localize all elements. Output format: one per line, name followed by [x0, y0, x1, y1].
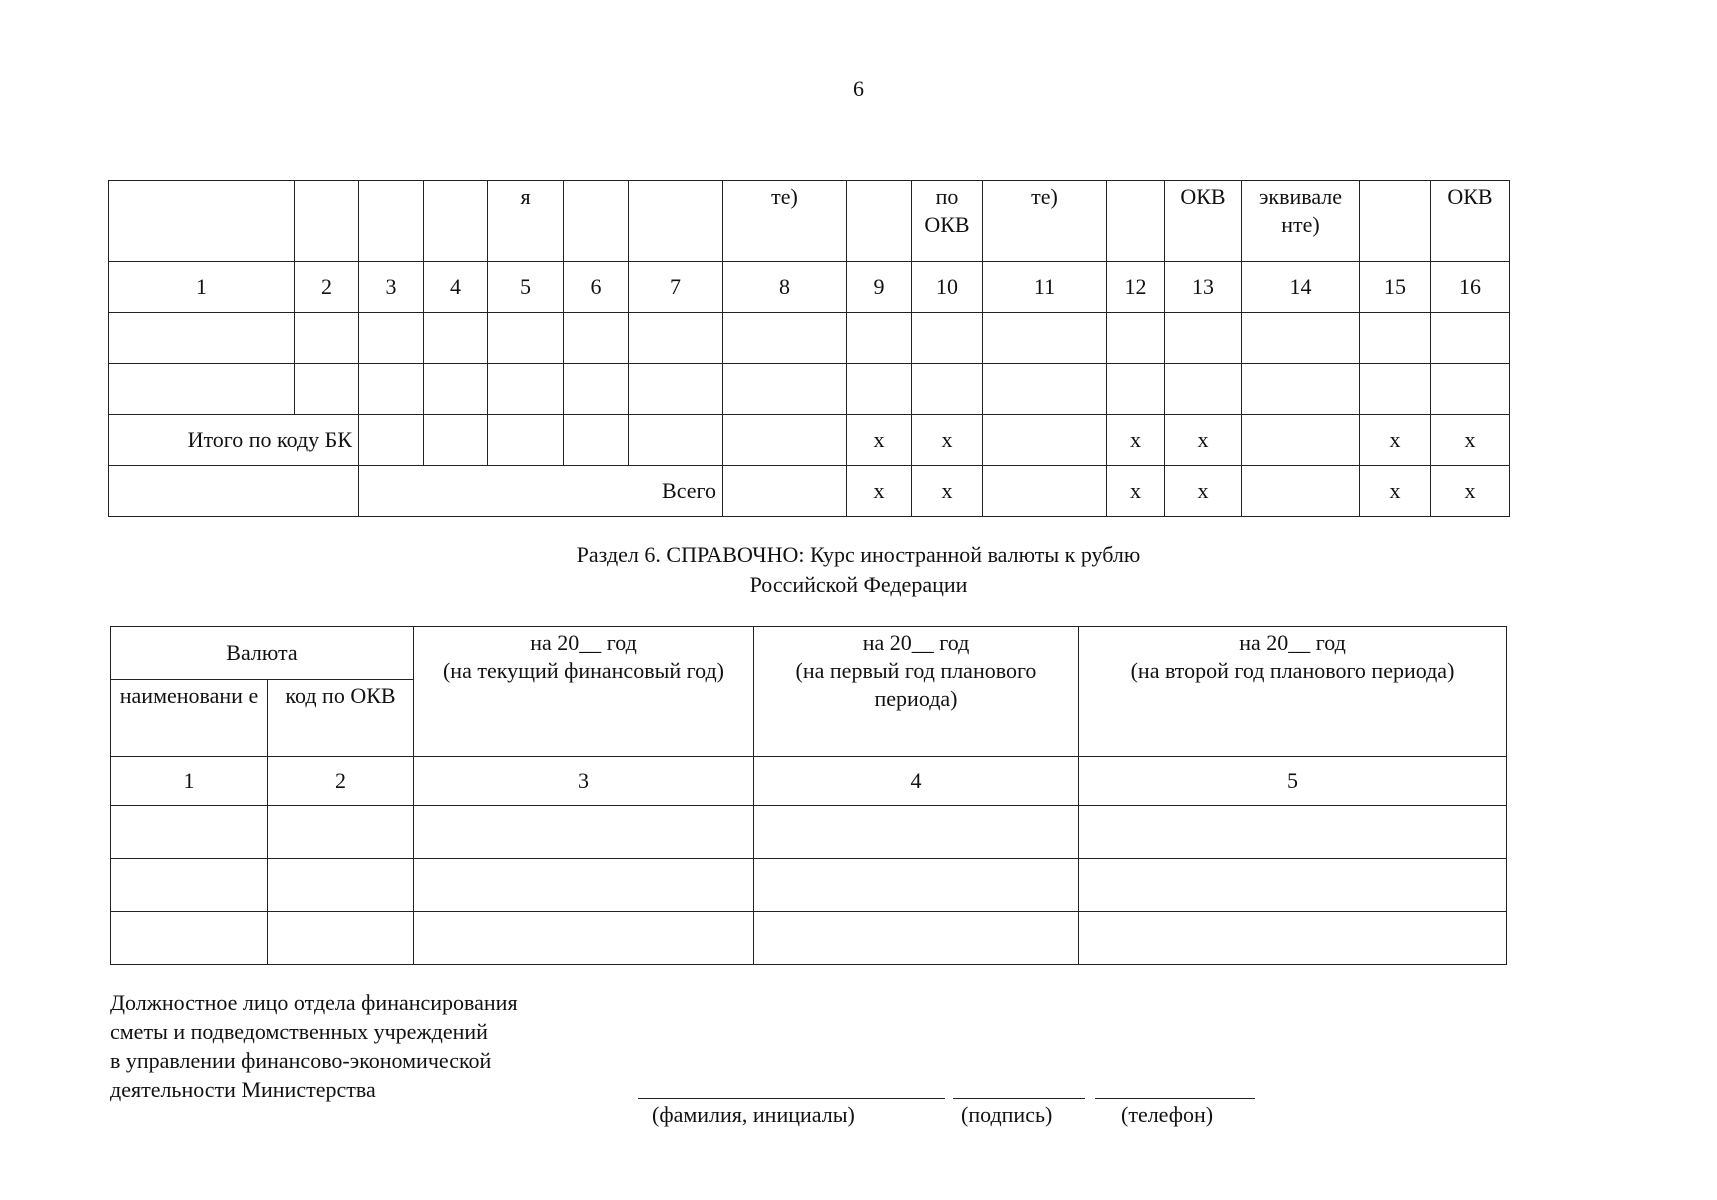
first-plan-year-label: на 20__ год [862, 630, 970, 655]
table-cell [268, 912, 414, 965]
name-signature-line [638, 1098, 945, 1099]
total-by-bk-label: Итого по коду БК [109, 415, 359, 466]
x-mark: x [1107, 466, 1165, 517]
table-cell [564, 415, 629, 466]
header-cell [109, 181, 295, 262]
official-line: сметы и подведомственных учреждений [110, 1019, 488, 1044]
x-mark: x [847, 466, 912, 517]
page-number: 6 [853, 76, 864, 101]
header-cell [847, 181, 912, 262]
table-cell [983, 466, 1107, 517]
table-cell [488, 415, 564, 466]
column-number: 10 [912, 262, 983, 313]
table-cell [295, 364, 359, 415]
table-cell [488, 364, 564, 415]
column-number: 2 [268, 757, 414, 806]
section-6-title [0, 540, 1717, 600]
table-cell [488, 313, 564, 364]
table-cell [359, 415, 424, 466]
first-plan-year-note: (на первый год планового периода) [795, 658, 1037, 711]
table-cell [295, 313, 359, 364]
column-number: 4 [424, 262, 488, 313]
column-number: 4 [754, 757, 1079, 806]
table-row [109, 364, 1510, 415]
currency-name-header: наименовани е [111, 680, 268, 757]
name-initials-label: (фамилия, инициалы) [652, 1102, 855, 1127]
phone-label: (телефон) [1121, 1102, 1214, 1127]
currency-code-header: код по ОКВ [268, 680, 414, 757]
column-number: 6 [564, 262, 629, 313]
header-cell [424, 181, 488, 262]
table-cell [424, 364, 488, 415]
table-cell [1107, 364, 1165, 415]
column-number: 8 [723, 262, 847, 313]
table-cell [111, 806, 268, 859]
column-number: 3 [414, 757, 754, 806]
table-cell [109, 364, 295, 415]
total-by-bk-row [109, 415, 1510, 466]
first-plan-year-header [754, 627, 1079, 757]
table-cell [723, 364, 847, 415]
column-number: 9 [847, 262, 912, 313]
header-cell [629, 181, 723, 262]
table-header-row [111, 627, 1507, 680]
table-cell [1242, 415, 1360, 466]
table-cell [1360, 364, 1431, 415]
second-plan-year-header [1079, 627, 1507, 757]
signature-label: (подпись) [961, 1102, 1053, 1127]
x-mark: x [1107, 415, 1165, 466]
table-cell [424, 313, 488, 364]
x-mark: x [912, 466, 983, 517]
table-cell [268, 806, 414, 859]
table-cell [983, 364, 1107, 415]
table-cell [629, 415, 723, 466]
column-number: 13 [1165, 262, 1242, 313]
column-number-row [111, 757, 1507, 806]
table-cell [1242, 364, 1360, 415]
table-row [109, 313, 1510, 364]
column-number: 5 [1079, 757, 1507, 806]
table-cell [983, 313, 1107, 364]
official-line: Должностное лицо отдела финансирования [110, 990, 518, 1015]
table-cell [912, 313, 983, 364]
header-cell [564, 181, 629, 262]
table-cell [1079, 859, 1507, 912]
table-cell [414, 912, 754, 965]
current-year-label: на 20__ год [530, 630, 637, 655]
header-cell [1360, 181, 1431, 262]
table-cell [847, 364, 912, 415]
phone-signature-line [1095, 1098, 1255, 1099]
second-plan-year-note: (на второй год планового периода) [1130, 658, 1455, 683]
column-number: 3 [359, 262, 424, 313]
table-row [111, 912, 1507, 965]
table-cell [109, 313, 295, 364]
header-cell: ОКВ [1165, 181, 1242, 262]
table-cell [1079, 806, 1507, 859]
header-cell: по ОКВ [912, 181, 983, 262]
table-cell [109, 466, 359, 517]
table-header-row [109, 181, 1510, 262]
x-mark: x [1165, 415, 1242, 466]
column-number: 16 [1431, 262, 1510, 313]
x-mark: x [1431, 415, 1510, 466]
table-cell [1165, 313, 1242, 364]
table-cell [912, 364, 983, 415]
table-cell [1431, 364, 1510, 415]
x-mark: x [1431, 466, 1510, 517]
table-cell [754, 859, 1079, 912]
table-cell [723, 313, 847, 364]
table-cell [847, 313, 912, 364]
x-mark: x [1360, 466, 1431, 517]
column-number: 7 [629, 262, 723, 313]
table-cell [1079, 912, 1507, 965]
table-cell [1242, 466, 1360, 517]
table-cell [359, 364, 424, 415]
table-cell [983, 415, 1107, 466]
table-row [111, 859, 1507, 912]
second-plan-year-label: на 20__ год [1239, 630, 1346, 655]
current-year-header [414, 627, 754, 757]
table-cell [424, 415, 488, 466]
column-number: 2 [295, 262, 359, 313]
official-line: в управлении финансово-экономической [110, 1048, 492, 1073]
header-cell: те) [983, 181, 1107, 262]
exchange-rate-table [110, 626, 1507, 965]
column-number: 1 [111, 757, 268, 806]
header-cell [1107, 181, 1165, 262]
currency-header: Валюта [111, 627, 414, 680]
table-cell [414, 859, 754, 912]
table-cell [111, 859, 268, 912]
column-number: 5 [488, 262, 564, 313]
column-number-row [109, 262, 1510, 313]
column-number: 12 [1107, 262, 1165, 313]
table-cell [1360, 313, 1431, 364]
table-cell [564, 313, 629, 364]
table-cell [111, 912, 268, 965]
table-cell [268, 859, 414, 912]
table-cell [564, 364, 629, 415]
grand-total-row [109, 466, 1510, 517]
header-cell: ОКВ [1431, 181, 1510, 262]
table-cell [1107, 313, 1165, 364]
header-cell: эквивале нте) [1242, 181, 1360, 262]
table-cell [629, 313, 723, 364]
x-mark: x [1165, 466, 1242, 517]
x-mark: x [847, 415, 912, 466]
header-cell [295, 181, 359, 262]
column-number: 15 [1360, 262, 1431, 313]
table-cell [359, 313, 424, 364]
signature-line [953, 1098, 1085, 1099]
table-cell [754, 912, 1079, 965]
column-number: 11 [983, 262, 1107, 313]
x-mark: x [912, 415, 983, 466]
official-position [110, 988, 518, 1104]
header-cell: те) [723, 181, 847, 262]
header-cell [359, 181, 424, 262]
table-cell [1242, 313, 1360, 364]
grand-total-label: Всего [359, 466, 723, 517]
official-line: деятельности Министерства [110, 1077, 376, 1102]
column-number: 1 [109, 262, 295, 313]
current-year-note: (на текущий финансовый год) [442, 658, 724, 683]
section-6-title-line2: Российской Федерации [749, 572, 968, 597]
table-cell [629, 364, 723, 415]
table-cell [414, 806, 754, 859]
x-mark: x [1360, 415, 1431, 466]
table-cell [723, 466, 847, 517]
budget-table [108, 180, 1510, 517]
table-cell [1165, 364, 1242, 415]
table-cell [754, 806, 1079, 859]
column-number: 14 [1242, 262, 1360, 313]
table-cell [1431, 313, 1510, 364]
table-row [111, 806, 1507, 859]
table-cell [723, 415, 847, 466]
header-cell: я [488, 181, 564, 262]
section-6-title-line1: Раздел 6. СПРАВОЧНО: Курс иностранной валюты к рублю [576, 542, 1141, 567]
